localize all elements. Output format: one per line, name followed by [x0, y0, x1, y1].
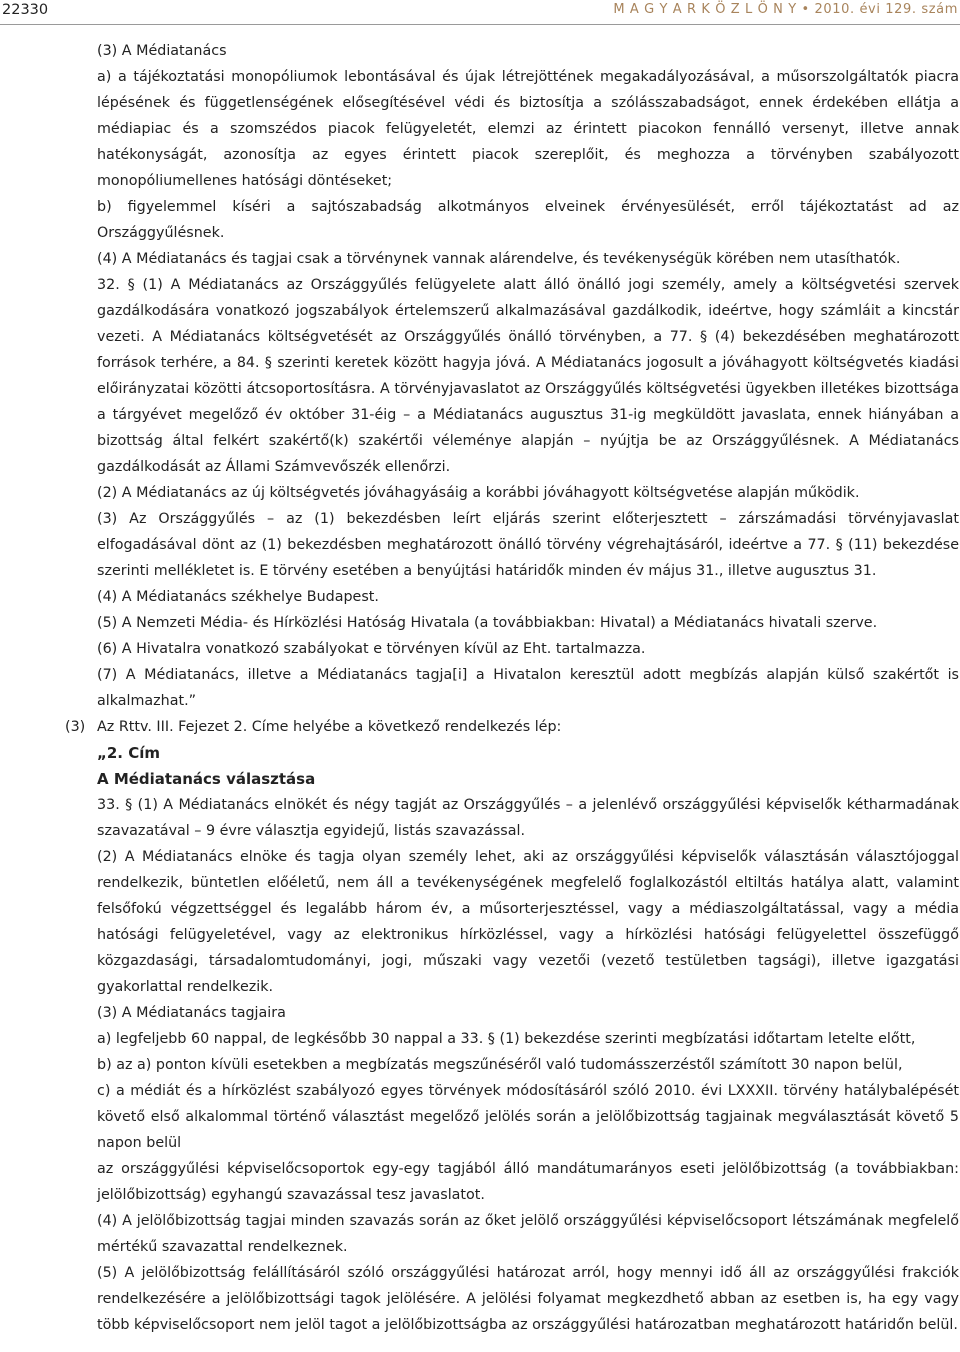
paragraph: (7) A Médiatanács, illetve a Médiatanács tagja[i] a Hivatalon keresztül adott megbízás alapján külső szakértőt is alkalmazhat.” [97, 667, 959, 709]
page-header [0, 0, 960, 25]
document-body [65, 38, 959, 1338]
journal-title: M A G Y A R K Ö Z L Ö N Y • 2010. évi 129. szám [613, 2, 958, 17]
paragraph: 32. § (1) A Médiatanács az Országgyűlés felügyelete alatt álló önálló jogi személy, amely a költségvetési szervek gazdálkodására vonatkozó jogszabályok értelemszerű alkalmazásával gazdálkodik, ideértve, hogy számláit a kincstár vezeti. A Médiatanács költségvetését az Országgyűlés önálló törvényben, a 77. § (4) bekezdésében meghatározott források terhére, a 84. § szerinti keretek között hagyja jóvá. A Médiatanács jogosult a jóváhagyott költségvetés kiadási előirányzatai közötti átcsoportosításra. A törvényjavaslatot az Országgyűlés költségvetési ügyekben illetékes bizottsága a tárgyévet megelőző év október 31-éig – a Médiatanács augusztus 31-ig megküldött javaslata, ennek hiányában a bizottság által felkért szakértő(k) szakértői véleménye alapján – nyújtja be az Országgyűlésnek. A Médiatanács gazdálkodását az Állami Számvevőszék ellenőrzi. [97, 277, 959, 475]
paragraph: (3) Az Országgyűlés – az (1) bekezdésben leírt eljárás szerint előterjesztett – zárszámadási törvényjavaslat elfogadásával dönt az (1) bekezdésben meghatározott önálló törvény végrehajtásáról, ideértve a 77. § (11) bekezdése szerinti mellékletet is. E törvény esetében a benyújtási határidők minden év május 31., illetve augusztus 31. [97, 511, 959, 579]
paragraph: (5) A Nemzeti Média- és Hírközlési Hatóság Hivatala (a továbbiakban: Hivatal) a Médiatanács hivatali szerve. [97, 615, 878, 631]
paragraph: (3) A Médiatanács [97, 43, 227, 59]
paragraph: (5) A jelölőbizottság felállításáról szóló országgyűlési határozat arról, hogy mennyi idő áll az országgyűlési frakciók rendelkezésére a jelölőbizottsági tagok jelölésére. A jelölési folyamat megkezdhető abban az esetben is, ha egy vagy több képviselőcsoport nem jelöl tagot a jelölőbizottságba az országgyűlési határozatban meghatározott határidőn belül. [97, 1265, 959, 1333]
point-marker: (3) [65, 719, 86, 735]
paragraph: Az Rttv. III. Fejezet 2. Címe helyébe a következő rendelkezés lép: [97, 719, 562, 735]
section-title: A Médiatanács választása [97, 770, 316, 788]
paragraph: a) a tájékoztatási monopóliumok lebontásával és újak létrejöttének megakadályozásával, a műsorszolgáltatók piacra lépésének és függetlenségének elősegítésével védi és biztosítja a szólásszabadságot, ennek érdekében ellátja a médiapiac és a szomszédos piacok felügyeletét, elemzi az érintett piacokon fennálló versenyt, illetve annak hatékonyságát, azonosítja az egyes érintett piacok szereplőit, és meghozza a törvényben szabályozott monopóliumellenes hatósági döntéseket; [97, 69, 959, 189]
paragraph: 33. § (1) A Médiatanács elnökét és négy tagját az Országgyűlés – a jelenlévő országgyűlési képviselők kétharmadának szavazatával – 9 évre választja egyidejű, listás szavazással. [97, 797, 959, 839]
paragraph: c) a médiát és a hírközlést szabályozó egyes törvények módosításáról szóló 2010. évi LXXXII. törvény hatálybalépését követő első alkalommal történő választást megelőző jelölés során a jelölőbizottság tagjainak megválasztását követő 5 napon belül [97, 1083, 959, 1151]
paragraph: (4) A Médiatanács székhelye Budapest. [97, 589, 379, 605]
paragraph: a) legfeljebb 60 nappal, de legkésőbb 30 nappal a 33. § (1) bekezdése szerinti megbízatási időtartam letelte előtt, [97, 1031, 916, 1047]
paragraph: (2) A Médiatanács az új költségvetés jóváhagyásáig a korábbi jóváhagyott költségvetése alapján működik. [97, 485, 860, 501]
paragraph: (3) A Médiatanács tagjaira [97, 1005, 286, 1021]
paragraph: b) az a) ponton kívüli esetekben a megbízatás megszűnéséről való tudomásszerzéstől számított 30 napon belül, [97, 1057, 903, 1073]
section-heading: „2. Cím [97, 744, 160, 762]
paragraph: (4) A jelölőbizottság tagjai minden szavazás során az őket jelölő országgyűlési képviselőcsoport létszámának megfelelő mértékű szavazattal rendelkeznek. [97, 1213, 959, 1255]
amendment-point [65, 714, 959, 740]
paragraph: (2) A Médiatanács elnöke és tagja olyan személy lehet, aki az országgyűlési képviselők választásán választójoggal rendelkezik, büntetlen előéletű, nem áll a tevékenységének megfelelő foglalkozástól eltiltás hatálya alatt, valamint felsőfokú végzettséggel és legalább három év, a műsorterjesztéssel, vagy a médiaszolgáltatással, vagy a média hatósági felügyeletével, vagy az elektronikus hírközléssel, vagy a hírközlési hatósági felügyelettel összefüggő közgazdasági, társadalomtudományi, jogi, műszaki vagy vezetői (vezető testületben tagsági), illetve igazgatási gyakorlattal rendelkezik. [97, 849, 959, 995]
paragraph: (6) A Hivatalra vonatkozó szabályokat e törvényen kívül az Eht. tartalmazza. [97, 641, 646, 657]
page-number: 22330 [2, 2, 49, 18]
paragraph: az országgyűlési képviselőcsoportok egy-egy tagjából álló mandátumarányos eseti jelölőbizottság (a továbbiakban: jelölőbizottság) egyhangú szavazással tesz javaslatot. [97, 1161, 959, 1203]
paragraph: (4) A Médiatanács és tagjai csak a törvénynek vannak alárendelve, és tevékenységük körében nem utasíthatók. [97, 251, 901, 267]
paragraph: b) figyelemmel kíséri a sajtószabadság alkotmányos elveinek érvényesülését, erről tájékoztatást ad az Országgyűlésnek. [97, 199, 959, 241]
